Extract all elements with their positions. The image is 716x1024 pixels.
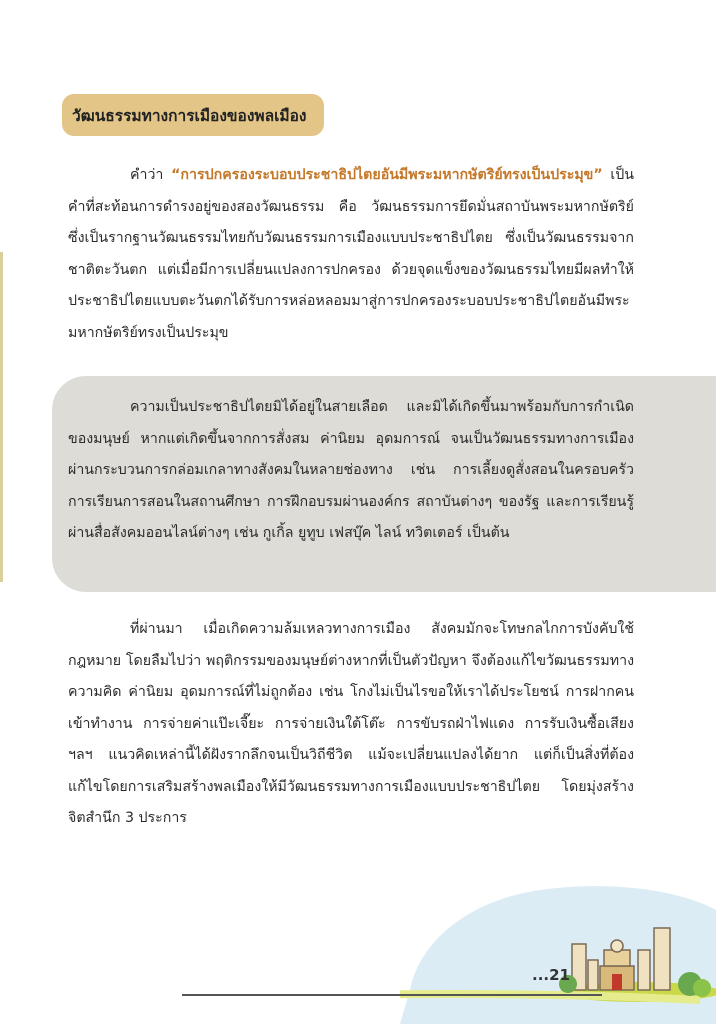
paragraph-2-text: ความเป็นประชาธิปไตยมิได้อยู่ในสายเลือด และมิได้เกิดขึ้นมาพร้อมกับการกำเนิดของมนุษย์ หากแต่เกิดขึ้นจากการสั่งสม ค่านิยม อุดมการณ์ จนเป็นวัฒนธรรมทางการเมืองผ่านกระบวนการกล่อมเกลาทางสังคมในหลายช่องทาง เช่น การเลี้ยงดูสั่งสอนในครอบครัว การเรียนการสอนในสถานศึกษา การฝึกอบรมผ่านองค์กร สถาบันต่างๆ ของรัฐ และการเรียนรู้ผ่านสื่อสังคมออนไลน์ต่างๆ เช่น กูเกิ้ล ยูทูบ เฟสบุ๊ค ไลน์ ทวิตเตอร์ เป็นต้น xyxy=(68,399,634,541)
paragraph-1-lead: คำว่า xyxy=(130,167,172,183)
left-margin-rule xyxy=(0,252,3,582)
page-number: ...21 xyxy=(532,966,570,984)
paragraph-3-text: ที่ผ่านมา เมื่อเกิดความล้มเหลวทางการเมือง สังคมมักจะโทษกลไกการบังคับใช้กฎหมาย โดยลืมไปว่า พฤติกรรมของมนุษย์ต่างหากที่เป็นตัวปัญหา จึงต้องแก้ไขวัฒนธรรมทางความคิด ค่านิยม อุดมการณ์ที่ไม่ถูกต้อง เช่น โกงไม่เป็นไรขอให้เราได้ประโยชน์ การฝากคนเข้าทำงาน การจ่ายค่าแป๊ะเจี๊ยะ การจ่ายเงินใต้โต๊ะ การขับรถฝ่าไฟแดง การรับเงินซื้อเสียง ฯลฯ แนวคิดเหล่านี้ได้ฝังรากลึกจนเป็นวิถีชีวิต แม้จะเปลี่ยนแปลงได้ยาก แต่ก็เป็นสิ่งที่ต้องแก้ไขโดยการเสริมสร้างพลเมืองให้มีวัฒนธรรมทางการเมืองแบบประชาธิปไตย โดยมุ่งสร้างจิตสำนึก 3 ประการ xyxy=(68,621,634,826)
footer-line xyxy=(182,994,602,996)
democracy-monument-icon xyxy=(400,880,716,1024)
paragraph-1-highlight: “การปกครองระบอบประชาธิปไตยอันมีพระมหากษัตริย์ทรงเป็นประมุข” xyxy=(171,167,603,183)
paragraph-1 xyxy=(68,160,634,349)
section-heading: วัฒนธรรมทางการเมืองของพลเมือง xyxy=(72,107,307,125)
paragraph-3 xyxy=(68,614,634,835)
paragraph-1-body: เป็นคำที่สะท้อนการดำรงอยู่ของสองวัฒนธรรม คือ วัฒนธรรมการยึดมั่นสถาบันพระมหากษัตริย์ ซึ่งเป็นรากฐานวัฒนธรรมไทยกับวัฒนธรรมการเมืองแบบประชาธิปไตย ซึ่งเป็นวัฒนธรรมจากชาติตะวันตก แต่เมื่อมีการเปลี่ยนแปลงการปกครอง ด้วยจุดแข็งของวัฒนธรรมไทยมีผลทำให้ประชาธิปไตยแบบตะวันตกได้รับการหล่อหลอมมาสู่การปกครองระบอบประชาธิปไตยอันมีพระมหากษัตริย์ทรงเป็นประมุข xyxy=(68,167,634,341)
section-heading-badge xyxy=(62,94,324,136)
paragraph-2 xyxy=(68,392,634,550)
